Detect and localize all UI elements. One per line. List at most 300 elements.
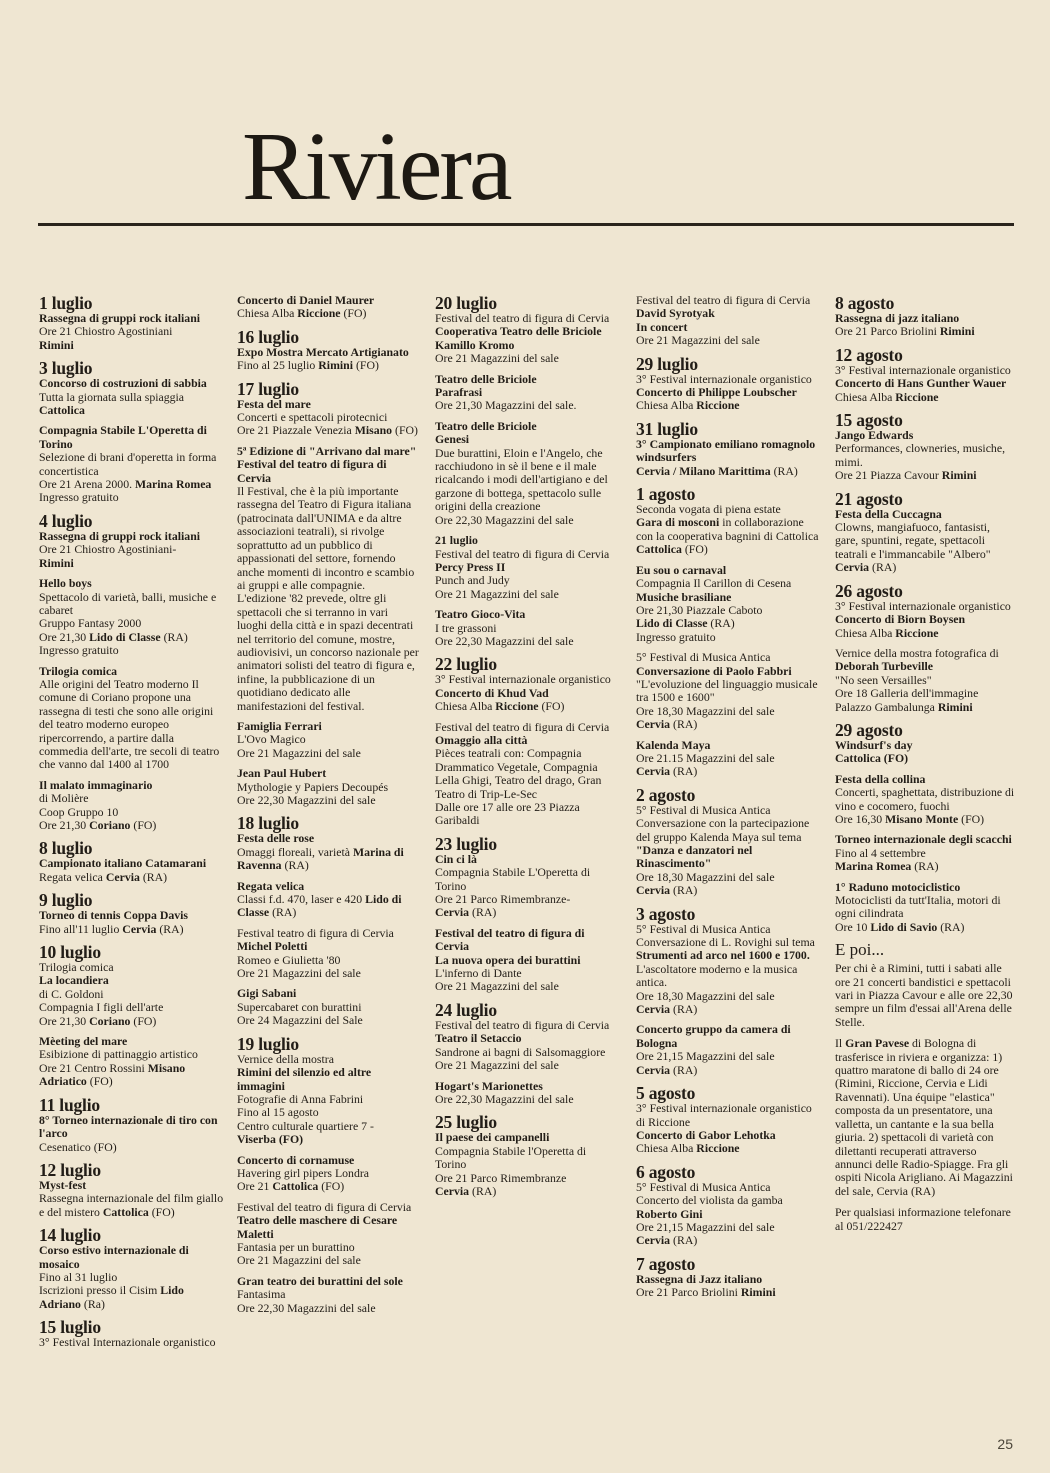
event-title — [835, 739, 1015, 752]
event-text: Centro culturale quartiere 7 - — [237, 1118, 374, 1133]
e-poi-bold: Gran Pavese — [845, 1036, 910, 1051]
event-line — [435, 893, 617, 906]
event-line — [39, 678, 225, 772]
event-place: Cervia — [435, 905, 470, 920]
date-heading: 10 luglio — [39, 942, 101, 963]
event-title — [237, 1154, 421, 1167]
event-line — [835, 687, 1015, 700]
event-title — [435, 1131, 617, 1144]
event-place: Riccione — [895, 625, 939, 640]
event-text: 5° Festival di Musica Antica — [636, 921, 771, 936]
event-text: L'inferno di Dante — [435, 966, 522, 981]
event-title — [636, 949, 822, 962]
event-line — [636, 705, 822, 718]
event-line — [237, 1106, 421, 1119]
date-heading: 25 luglio — [435, 1112, 497, 1133]
event-text: Tutta la giornata sulla spiaggia — [39, 389, 185, 404]
event-title — [435, 386, 617, 399]
event-line — [237, 424, 421, 437]
date-heading: 4 luglio — [39, 510, 93, 531]
event-line — [835, 442, 1015, 469]
event-title — [435, 608, 617, 621]
event-place: Coriano — [89, 818, 131, 832]
event-entry — [39, 1179, 225, 1219]
event-line — [636, 936, 822, 949]
event-line — [435, 906, 617, 919]
event-title — [636, 307, 822, 320]
event-line — [237, 1093, 421, 1106]
event-text: Festival del teatro di figura di Cervia — [237, 457, 387, 485]
event-line — [636, 1003, 822, 1016]
event-line — [435, 967, 617, 980]
event-title — [435, 420, 617, 433]
event-text: Fino al 31 luglio — [39, 1269, 118, 1284]
event-line — [39, 1141, 225, 1154]
event-text: Ore 21 Magazzini del sale — [435, 351, 559, 366]
event-entry — [237, 1053, 421, 1147]
event-entry — [435, 534, 617, 601]
event-entry — [237, 927, 421, 981]
date-heading: 24 luglio — [435, 999, 497, 1020]
event-text: Ingresso gratuito — [39, 643, 119, 658]
event-line — [39, 644, 225, 657]
date-heading: 12 agosto — [835, 344, 903, 365]
event-line — [435, 801, 617, 828]
event-entry — [237, 880, 421, 920]
event-line — [237, 1001, 421, 1014]
event-text: Ore 21 Piazza Cavour — [835, 468, 939, 483]
event-entry — [237, 294, 421, 321]
event-text: La locandiera — [39, 973, 109, 988]
event-title — [237, 346, 421, 359]
event-line — [636, 1194, 822, 1207]
event-place: Marina Romea — [135, 477, 212, 492]
event-entry — [835, 364, 1015, 404]
event-line — [636, 1181, 822, 1194]
event-line — [435, 700, 617, 713]
event-province: (RA) — [159, 921, 184, 936]
event-entry — [835, 881, 1015, 935]
event-text: Omaggi floreali, varietà — [237, 844, 351, 859]
event-text: Fantasima — [237, 1287, 286, 1302]
event-line — [435, 514, 617, 527]
date-heading: 23 luglio — [435, 833, 497, 854]
event-title — [39, 857, 225, 870]
event-title — [636, 1023, 822, 1050]
event-entry — [835, 773, 1015, 827]
event-text: Conversazione con la partecipazione del gruppo Kalenda Maya sul tema — [636, 816, 810, 844]
event-title — [636, 438, 822, 465]
event-entry — [636, 739, 822, 779]
event-text: "L'evoluzione del linguaggio musicale tra 1500 e 1600" — [636, 676, 818, 705]
event-line — [435, 588, 617, 601]
event-line — [636, 1102, 822, 1129]
event-line — [636, 804, 822, 817]
event-text: Compagnia Stabile L'Operetta di Torino — [39, 423, 207, 451]
event-title — [636, 564, 822, 577]
event-text: 3° Festival Internazionale organistico — [39, 1335, 216, 1350]
event-entry — [636, 564, 822, 644]
event-province: (RA) — [673, 1233, 698, 1248]
event-province: (RA) — [284, 858, 309, 873]
event-title — [237, 1066, 421, 1093]
event-text: Festa della collina — [835, 771, 926, 786]
event-title — [435, 687, 617, 700]
event-title — [636, 1129, 822, 1142]
event-text: Concerto di Biorn Boysen — [835, 612, 966, 627]
event-entry — [435, 1019, 617, 1073]
event-entry — [39, 577, 225, 657]
event-text: Teatro Gioco-Vita — [435, 607, 526, 622]
event-province: (FO) — [684, 542, 708, 557]
event-place: Deborah Turbeville — [835, 659, 933, 674]
date-heading: 18 luglio — [237, 813, 299, 834]
event-text: Fantasia per un burattino — [237, 1239, 355, 1254]
event-text: Fino al 25 luglio — [237, 358, 316, 373]
event-text: Ore 22,30 Magazzini del sale — [435, 633, 574, 648]
event-text: Torneo internazionale degli scacchi — [835, 832, 1012, 847]
event-text: Dalle ore 17 alle ore 23 Piazza Garibaldi — [435, 800, 580, 828]
event-line — [435, 635, 617, 648]
event-place: "Danza e danzatori nel Rinascimento" — [636, 843, 753, 871]
event-text: Ore 21 Magazzini del sale — [435, 586, 559, 601]
event-province: (RA) — [773, 463, 798, 478]
event-text: Musiche brasiliane — [636, 589, 732, 604]
date-heading: 19 luglio — [237, 1033, 299, 1054]
event-line — [39, 1271, 225, 1284]
event-title — [237, 1275, 421, 1288]
event-province: (RA) — [940, 919, 965, 934]
event-text: Performances, clowneries, musiche, mimi. — [835, 441, 1006, 469]
event-province: (RA) — [673, 883, 698, 898]
event-place: Cattolica — [272, 1179, 319, 1194]
event-title — [39, 424, 225, 451]
event-line — [237, 781, 421, 794]
event-text: Chiesa Alba — [435, 699, 493, 714]
event-province: (RA) — [272, 905, 297, 920]
event-line — [636, 465, 822, 478]
event-line — [435, 866, 617, 893]
event-entry — [835, 647, 1015, 714]
event-line — [835, 674, 1015, 687]
event-text: Selezione di brani d'operetta in forma concertistica — [39, 450, 217, 478]
event-text: Roberto Gini — [636, 1206, 703, 1221]
event-entry — [636, 503, 822, 557]
event-text: Cattolica (FO) — [835, 751, 909, 766]
date-heading: 22 luglio — [435, 654, 497, 675]
event-place: Riccione — [297, 306, 341, 321]
date-heading: 29 agosto — [835, 719, 903, 740]
event-text: I tre grassoni — [435, 620, 497, 635]
event-line — [636, 503, 822, 516]
event-line — [636, 294, 822, 307]
event-text: Trilogia comica — [39, 663, 118, 678]
event-text: Ore 21,15 Magazzini del sale — [636, 1049, 775, 1064]
event-text: Festival del teatro di figura di Cervia — [237, 1199, 412, 1214]
date-heading: 16 luglio — [237, 326, 299, 347]
event-text: "No seen Versailles" — [835, 672, 932, 687]
event-line — [39, 451, 225, 478]
event-line — [636, 765, 822, 778]
event-title — [435, 561, 617, 574]
event-place: Cattolica — [636, 542, 682, 557]
event-line — [636, 718, 822, 731]
event-text: Rassegna di jazz italiano — [835, 311, 960, 325]
event-line — [39, 1284, 225, 1311]
event-text: Cooperativa Teatro delle Briciole Kamillo Kromo — [435, 324, 602, 352]
event-text: L'edizione '82 prevede, oltre gli spettacoli che si terranno in vari luoghi della città e in spazi decentrati nel territorio del comune, mostre, audiovisivi, un concorso nazionale per animatori solisti del teatro di figura e, infine, la pubblicazione di un quotidiano dedicato alle manifestazioni del festival. — [237, 591, 419, 713]
column-1 — [39, 294, 225, 1357]
event-text: 5° Festival di Musica Antica — [636, 802, 771, 817]
event-line — [435, 447, 617, 514]
event-entry — [39, 909, 225, 936]
event-text: Concerto di Philippe Loubscher — [636, 385, 797, 400]
event-text: Motociclisti da tutt'Italia, motori di ogni cilindrata — [835, 893, 1001, 921]
event-text: 21 luglio — [435, 533, 478, 548]
event-text: Festival teatro di figura di Cervia — [237, 925, 394, 940]
event-place: Rimini — [939, 324, 975, 339]
date-heading: 8 agosto — [835, 293, 895, 313]
event-line — [636, 884, 822, 897]
event-line — [636, 963, 822, 990]
event-text: 5° Festival di Musica Antica — [636, 650, 771, 665]
event-entry — [435, 608, 617, 648]
date-heading: 3 luglio — [39, 358, 93, 379]
event-text: Windsurf's day — [835, 737, 913, 752]
event-line — [435, 1046, 617, 1059]
event-entry — [39, 424, 225, 504]
event-line — [835, 364, 1015, 377]
event-text: Ore 18,30 Magazzini del sale — [636, 988, 775, 1003]
event-title — [435, 534, 617, 547]
event-line — [237, 307, 421, 320]
event-text: Ore 21,30 Magazzini del sale. — [435, 398, 577, 413]
event-line — [435, 312, 617, 325]
event-line — [39, 871, 225, 884]
event-text: Chiesa Alba — [636, 398, 694, 413]
event-place: Riccione — [895, 389, 939, 404]
event-place: Riccione — [696, 398, 740, 413]
event-place: Lido Adriano — [39, 1283, 184, 1311]
event-text: Concerto di cornamuse — [237, 1152, 355, 1167]
event-title — [636, 386, 822, 399]
event-text: Ore 21 Magazzini del sale — [237, 966, 361, 981]
event-text: Rassegna di Jazz italiano — [636, 1271, 763, 1286]
event-province: (FO) — [961, 811, 985, 826]
event-place: Rimini — [937, 699, 973, 714]
event-text: Ore 21,30 — [39, 818, 87, 832]
event-title — [835, 773, 1015, 786]
event-text: Strumenti ad arco nel 1600 e 1700. — [636, 948, 810, 963]
event-entry — [636, 1023, 822, 1077]
event-text: Teatro il Setaccio — [435, 1031, 522, 1046]
event-line — [435, 1172, 617, 1185]
event-title — [39, 339, 225, 352]
event-text: Ore 22,30 Magazzini del sale — [435, 512, 574, 527]
event-entry — [636, 651, 822, 731]
event-line — [39, 1336, 225, 1349]
event-line — [835, 894, 1015, 921]
event-text: 3° Festival internazionale organistico di Riccione — [636, 1101, 812, 1129]
event-text: Supercabaret con burattini — [237, 999, 362, 1014]
event-title — [835, 312, 1015, 325]
event-title — [39, 1035, 225, 1048]
event-text: Esibizione di pattinaggio artistico — [39, 1047, 198, 1062]
event-text: Festa della Cuccagna — [835, 506, 942, 521]
event-text: Ore 18,30 Magazzini del sale — [636, 703, 775, 718]
event-line — [435, 622, 617, 635]
event-entry — [835, 739, 1015, 766]
date-heading: 5 agosto — [636, 1083, 696, 1104]
event-line — [237, 1167, 421, 1180]
event-line — [636, 817, 822, 871]
event-line — [39, 491, 225, 504]
event-entry — [435, 420, 617, 527]
event-line — [636, 617, 822, 630]
event-text: Vernice della mostra — [237, 1051, 334, 1066]
event-text: 3° Festival internazionale organistico — [435, 672, 611, 687]
event-line — [39, 617, 225, 630]
event-line — [435, 673, 617, 686]
event-text: Ore 21 Parco Rimembranze- — [435, 892, 571, 907]
event-text: Ore 22,30 Magazzini del sale — [237, 793, 376, 807]
date-heading: 12 luglio — [39, 1159, 101, 1180]
event-entry — [237, 832, 421, 872]
event-title — [636, 321, 822, 334]
event-line — [636, 1142, 822, 1155]
date-heading: 11 luglio — [39, 1094, 100, 1115]
event-place: Cervia — [105, 869, 140, 884]
event-title — [39, 557, 225, 570]
event-place: Cervia / Milano Marittima — [636, 463, 771, 478]
event-place: Rimini — [941, 468, 977, 483]
event-entry — [237, 1201, 421, 1268]
event-text: Alle origini del Teatro moderno Il comune di Coriano propone una rassegna di testi che sono alle origini del teatro moderno europeo ripercorrendo, a partire dalla commedia dell'arte, tre secoli di teatro che vanno dal 1400 al 1700 — [39, 676, 220, 772]
date-heading: 7 agosto — [636, 1253, 696, 1274]
event-place: Cervia — [435, 1183, 470, 1198]
event-title — [435, 325, 617, 352]
event-text: Rimini — [39, 337, 74, 352]
event-line — [39, 806, 225, 819]
event-text: Ore 22,30 Magazzini del sale — [435, 1091, 574, 1106]
event-line — [636, 1234, 822, 1247]
event-text: Compagnia I figli dell'arte — [39, 1000, 164, 1015]
date-heading: 3 agosto — [636, 903, 696, 924]
event-text: Ingresso gratuito — [39, 490, 119, 505]
event-text: Jango Edwards — [835, 428, 914, 443]
event-text: Michel Poletti — [237, 939, 308, 954]
event-title — [237, 720, 421, 733]
event-place: Lido di Classe — [89, 629, 161, 644]
event-line — [435, 1059, 617, 1072]
event-text: 1° Raduno motociclistico — [835, 879, 961, 894]
event-line — [237, 1120, 421, 1133]
event-title — [435, 1080, 617, 1093]
event-title — [39, 1179, 225, 1192]
event-text: Festival del teatro di figura di Cervia — [435, 925, 585, 954]
event-line — [636, 334, 822, 347]
event-title — [39, 779, 225, 792]
event-text: Compagnia Stabile L'Operetta di Torino — [435, 865, 591, 893]
event-entry — [636, 373, 822, 413]
event-text: Eu sou o carnaval — [636, 562, 727, 577]
event-entry — [835, 312, 1015, 339]
event-text: Torneo di tennis Coppa Davis — [39, 908, 189, 923]
event-line — [636, 651, 822, 664]
event-text: La nuova opera dei burattini — [435, 952, 581, 967]
event-text: Festival del teatro di figura di Cervia — [435, 311, 610, 325]
event-place: Riccione — [495, 699, 539, 714]
event-text: Viserba (FO) — [237, 1132, 304, 1147]
event-line — [835, 600, 1015, 613]
date-heading: 1 luglio — [39, 293, 93, 313]
event-text: Ore 21 Magazzini del sale — [636, 333, 760, 348]
date-heading: 2 agosto — [636, 784, 696, 805]
event-line — [237, 927, 421, 940]
event-title — [39, 1244, 225, 1271]
date-heading: 20 luglio — [435, 293, 497, 313]
event-line — [636, 631, 822, 644]
event-text: Concerto gruppo da camera di Bologna — [636, 1022, 791, 1050]
event-text: Ore 21 Piazzale Venezia — [237, 423, 352, 438]
event-line — [636, 543, 822, 556]
event-title — [237, 987, 421, 1000]
event-title — [39, 974, 225, 987]
event-text: 3° Festival internazionale organistico — [636, 371, 812, 386]
event-line — [237, 1288, 421, 1301]
event-text: Rassegna internazionale del film giallo e del mistero — [39, 1191, 224, 1219]
event-entry — [435, 1131, 617, 1198]
event-text: Concorso di costruzioni di sabbia — [39, 376, 207, 391]
date-heading: 26 agosto — [835, 580, 903, 601]
event-province: (RA) — [142, 869, 168, 884]
event-entry — [835, 600, 1015, 640]
event-entry — [39, 857, 225, 884]
event-place: Marina di Ravenna — [237, 844, 404, 873]
event-text: Ore 22,30 Magazzini del sale — [237, 1300, 376, 1315]
event-text: Ore 16,30 — [835, 811, 883, 826]
event-province: (RA) — [914, 859, 939, 874]
event-entry — [39, 1114, 225, 1154]
event-line — [39, 1192, 225, 1219]
event-place: Misano — [354, 423, 393, 438]
event-text: Hogart's Marionettes — [435, 1078, 543, 1093]
event-text: Festival del teatro di figura di Cervia — [435, 1017, 610, 1032]
event-place: Rimini — [740, 1285, 776, 1300]
event-title — [237, 458, 421, 485]
event-place: Coriano — [89, 1013, 131, 1028]
event-text: Ore 21 Arena 2000. — [39, 477, 133, 492]
event-place: Cervia — [636, 1002, 671, 1017]
event-text: Fino all'11 luglio — [39, 921, 120, 936]
event-entry — [237, 987, 421, 1027]
event-title — [39, 377, 225, 390]
event-text: David Syrotyak — [636, 306, 715, 321]
event-text: 5° Festival di Musica Antica — [636, 1179, 771, 1194]
event-text: 3° Campionato emiliano romagnolo windsurfers — [636, 436, 816, 465]
event-line — [39, 1048, 225, 1061]
event-text: Percy Press II — [435, 559, 506, 574]
event-text: Ore 24 Magazzini del Sale — [237, 1013, 363, 1028]
event-line — [237, 359, 421, 372]
event-entry — [39, 312, 225, 352]
event-text: Genesi — [435, 432, 470, 447]
event-line — [39, 923, 225, 936]
event-text: Rimini — [39, 555, 74, 570]
event-text: Conversazione di Paolo Fabbri — [636, 663, 792, 678]
event-text: Ore 21,30 — [39, 1013, 87, 1028]
event-line — [237, 1014, 421, 1027]
